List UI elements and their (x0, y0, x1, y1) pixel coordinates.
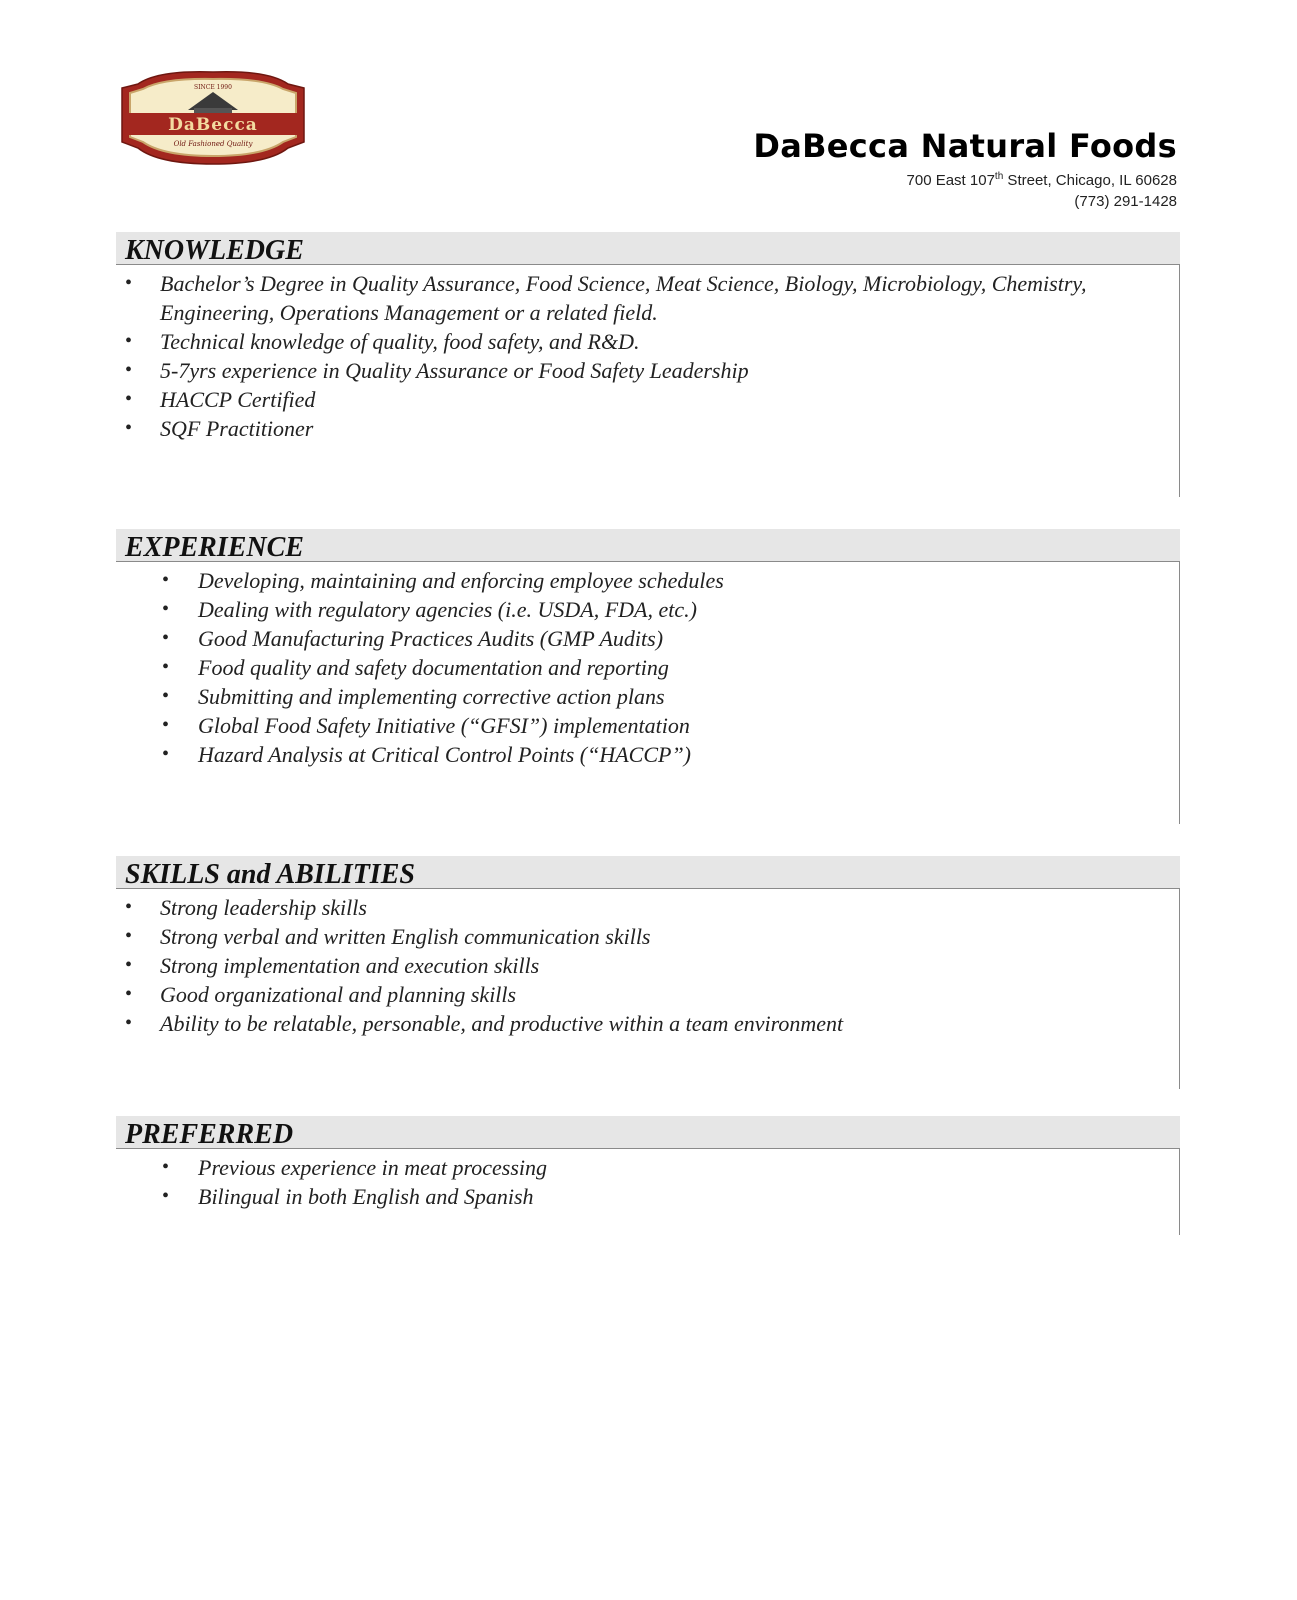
bullet-icon: • (125, 925, 133, 947)
bullet-icon: • (125, 359, 133, 381)
bullet-icon: • (125, 1012, 133, 1034)
list-item: • Previous experience in meat processing (162, 1155, 548, 1180)
bullet-icon: • (125, 417, 133, 439)
list-item: • Strong leadership skills (125, 895, 367, 920)
company-name: DaBecca Natural Foods (753, 127, 1177, 165)
bullet-icon: • (162, 1185, 170, 1207)
list-item: • Global Food Safety Initiative (“GFSI”) implementation (162, 713, 690, 738)
logo-since-text: SINCE 1990 (194, 84, 232, 91)
section-experience (116, 529, 1180, 824)
bullet-icon: • (162, 598, 170, 620)
list-item: • Ability to be relatable, personable, and productive within a team environment (125, 1011, 844, 1036)
list-item: • Hazard Analysis at Critical Control Points (“HACCP”) (162, 742, 692, 767)
svg-text:DaBecca: DaBecca (168, 115, 258, 135)
company-address: 700 East 107th Street, Chicago, IL 60628 (906, 171, 1177, 189)
list-item: • Food quality and safety documentation and reporting (162, 655, 669, 680)
list-item: • Bilingual in both English and Spanish (162, 1184, 534, 1209)
svg-text:Old Fashioned Quality: Old Fashioned Quality (173, 140, 253, 148)
list-item: • Dealing with regulatory agencies (i.e. USDA, FDA, etc.) (162, 597, 697, 622)
bullet-icon: • (125, 388, 133, 410)
bullet-icon: • (125, 896, 133, 918)
list-item: • Developing, maintaining and enforcing employee schedules (162, 568, 724, 593)
list-item: • Bachelor’s Degree in Quality Assurance, Food Science, Meat Science, Biology, Microbiology, Chemistry, Engineering, Operations Management or a related field. (125, 271, 1087, 325)
bullet-icon: • (125, 272, 133, 294)
list-item: • SQF Practitioner (125, 416, 314, 441)
bullet-icon: • (125, 983, 133, 1005)
bullet-icon: • (162, 743, 170, 765)
list-item: • Submitting and implementing corrective action plans (162, 684, 665, 709)
list-item: • 5-7yrs experience in Quality Assurance or Food Safety Leadership (125, 358, 749, 383)
bullet-icon: • (162, 714, 170, 736)
section-title: SKILLS and ABILITIES (116, 856, 1180, 889)
dabecca-logo (118, 70, 308, 166)
list-item: • Strong implementation and execution skills (125, 953, 540, 978)
bullet-icon: • (162, 569, 170, 591)
list-item: • Technical knowledge of quality, food safety, and R&D. (125, 329, 640, 354)
list-item: • Good organizational and planning skills (125, 982, 517, 1007)
bullet-icon: • (162, 627, 170, 649)
section-knowledge (116, 232, 1180, 497)
company-header (753, 127, 1177, 212)
bullet-icon: • (125, 954, 133, 976)
section-title: PREFERRED (116, 1116, 1180, 1149)
bullet-icon: • (125, 330, 133, 352)
company-phone: (773) 291-1428 (1074, 193, 1177, 210)
list-item: • Good Manufacturing Practices Audits (GMP Audits) (162, 626, 664, 651)
bullet-icon: • (162, 656, 170, 678)
bullet-icon: • (162, 685, 170, 707)
section-title: EXPERIENCE (116, 529, 1180, 562)
section-skills-abilities (116, 856, 1180, 1089)
section-preferred (116, 1116, 1180, 1235)
list-item: • Strong verbal and written English communication skills (125, 924, 651, 949)
bullet-icon: • (162, 1156, 170, 1178)
list-item: • HACCP Certified (125, 387, 316, 412)
section-title: KNOWLEDGE (116, 232, 1180, 265)
